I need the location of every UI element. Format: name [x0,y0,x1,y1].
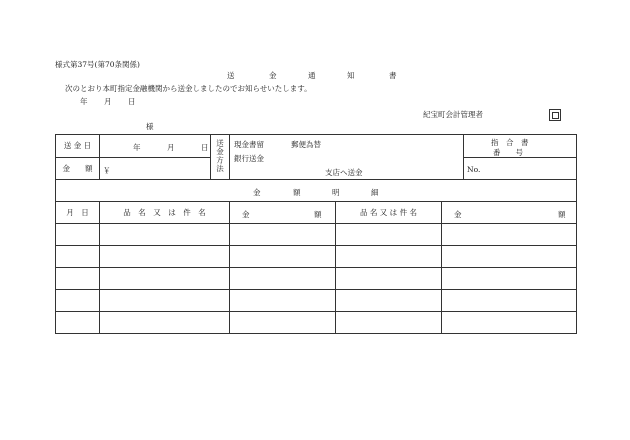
form-number: 様式第37号(第70条関係) [55,60,140,69]
amount2-cell[interactable] [442,224,577,246]
method-label: 送金方法 [215,139,225,173]
date-cell[interactable] [56,290,100,312]
col-header-item-label: 品 名 又 は 件 名 [123,208,206,217]
send-date-day: 日 [201,143,209,152]
title-char: 金 [269,71,277,80]
col-header-amount2-left: 金 [454,210,462,219]
send-date-year: 年 [133,143,141,152]
order-number-no: No. [467,164,481,174]
item-cell[interactable] [100,224,230,246]
item-cell[interactable] [100,312,230,334]
col-header-item2-label: 品 名 又 は 件 名 [360,208,417,217]
table-row [56,312,577,334]
item2-cell[interactable] [336,268,442,290]
date-cell[interactable] [56,268,100,290]
recipient-suffix: 様 [146,122,154,131]
seal-icon [549,109,561,121]
col-header-amount-left: 金 [242,210,250,219]
amount-cell[interactable] [230,290,336,312]
item2-cell[interactable] [336,312,442,334]
col-header-amount [230,202,336,224]
method-bank: 銀行送金 [234,154,264,163]
amount2-cell[interactable] [442,312,577,334]
col-header-amount-right: 額 [314,210,322,219]
document-title [0,72,630,82]
amount-cell[interactable] [230,246,336,268]
order-number-label-2: 番 号 [493,148,523,157]
amount2-cell[interactable] [442,268,577,290]
detail-rows [56,224,577,334]
date-cell[interactable] [56,224,100,246]
detail-section-title [56,180,577,202]
title-char: 書 [389,71,397,80]
header-date-month: 月 [104,97,112,106]
col-header-amount2-right: 額 [558,210,566,219]
col-header-item2 [336,202,442,224]
yen-symbol: ￥ [103,165,111,175]
header-date-year: 年 [80,97,88,106]
amount2-cell[interactable] [442,246,577,268]
amount-cell[interactable] [230,224,336,246]
title-char: 通 [308,71,316,80]
table-row [56,290,577,312]
col-header-date [56,202,100,224]
col-header-amount2 [442,202,577,224]
remittance-info-table [55,134,577,180]
detail-title-char: 細 [371,188,379,197]
intro-text: 次のとおり本町指定金融機関から送金しましたのでお知らせいたします。 [65,84,312,93]
header-date-day: 日 [128,97,136,106]
amount-cell[interactable] [230,268,336,290]
method-branch: 支店へ送金 [325,168,363,177]
official-name: 紀宝町会計管理者 [423,110,483,119]
table-row [56,268,577,290]
col-header-item [100,202,230,224]
amount-detail-table [55,179,577,334]
title-char: 送 [227,71,235,80]
amount-cell[interactable] [100,157,211,180]
detail-title-char: 明 [332,188,340,197]
method-postal: 郵便為替 [291,140,321,149]
send-date-month: 月 [167,143,175,152]
method-options-cell[interactable] [230,135,464,180]
amount-cell[interactable] [230,312,336,334]
col-header-date-label: 月 日 [66,208,89,217]
send-date-label-cell [56,135,100,158]
item-cell[interactable] [100,290,230,312]
item2-cell[interactable] [336,246,442,268]
date-cell[interactable] [56,246,100,268]
order-number-label-cell [464,135,577,158]
title-char: 知 [347,71,355,80]
amount-label: 金 額 [62,163,93,173]
send-date-cell[interactable] [100,135,211,158]
detail-title-char: 金 [253,188,261,197]
item2-cell[interactable] [336,224,442,246]
amount2-cell[interactable] [442,290,577,312]
detail-title-char: 額 [293,188,301,197]
table-row [56,246,577,268]
amount-label-cell [56,157,100,180]
date-cell[interactable] [56,312,100,334]
send-date-label: 送 金 日 [63,141,92,151]
item-cell[interactable] [100,246,230,268]
order-number-label-1: 指 合 書 [491,138,529,147]
method-label-cell [211,135,230,180]
order-number-cell[interactable] [464,157,577,180]
item2-cell[interactable] [336,290,442,312]
table-row [56,224,577,246]
method-cash: 現金書留 [234,140,264,149]
item-cell[interactable] [100,268,230,290]
